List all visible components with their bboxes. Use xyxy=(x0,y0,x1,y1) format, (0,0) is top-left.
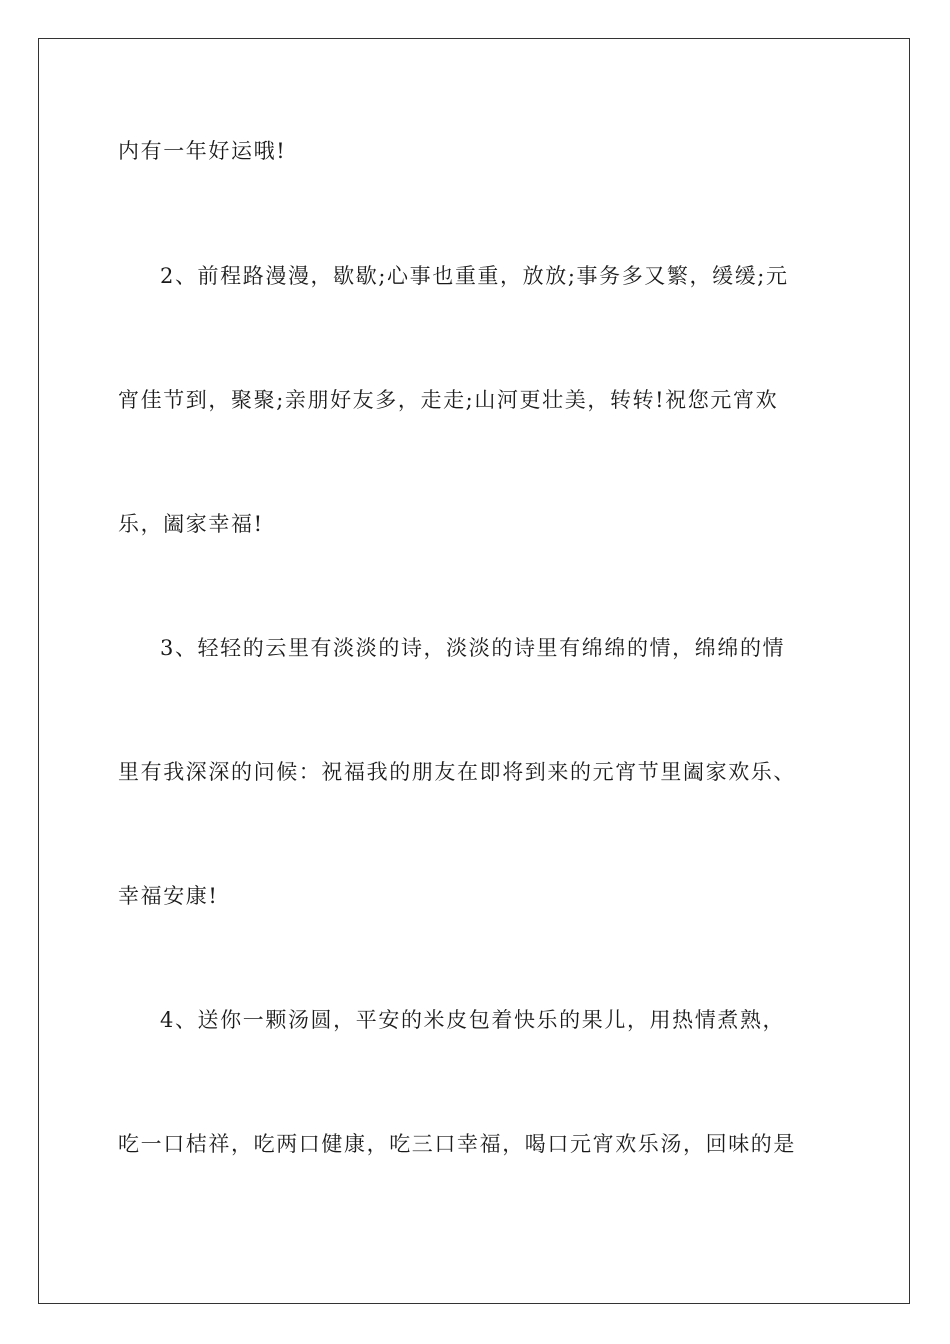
paragraph-3-line-3: 幸福安康! xyxy=(118,884,219,908)
paragraph-2-line-2: 宵佳节到，聚聚;亲朋好友多，走走;山河更壮美，转转!祝您元宵欢 xyxy=(118,388,779,412)
paragraph-2-line-3: 乐，阖家幸福! xyxy=(118,512,264,536)
paragraph-4-line-1: 4、送你一颗汤圆，平安的米皮包着快乐的果儿，用热情煮熟， xyxy=(160,1008,786,1032)
text-line-1: 内有一年好运哦! xyxy=(118,139,287,163)
paragraph-2-line-1: 2、前程路漫漫，歇歇;心事也重重，放放;事务多又繁，缓缓;元 xyxy=(160,264,789,288)
page-frame xyxy=(38,38,910,1304)
paragraph-3-line-1: 3、轻轻的云里有淡淡的诗，淡淡的诗里有绵绵的情，绵绵的情 xyxy=(160,636,786,660)
paragraph-3-line-2: 里有我深深的问候：祝福我的朋友在即将到来的元宵节里阖家欢乐、 xyxy=(118,760,796,784)
paragraph-4-line-2: 吃一口桔祥，吃两口健康，吃三口幸福，喝口元宵欢乐汤，回味的是 xyxy=(118,1132,796,1156)
